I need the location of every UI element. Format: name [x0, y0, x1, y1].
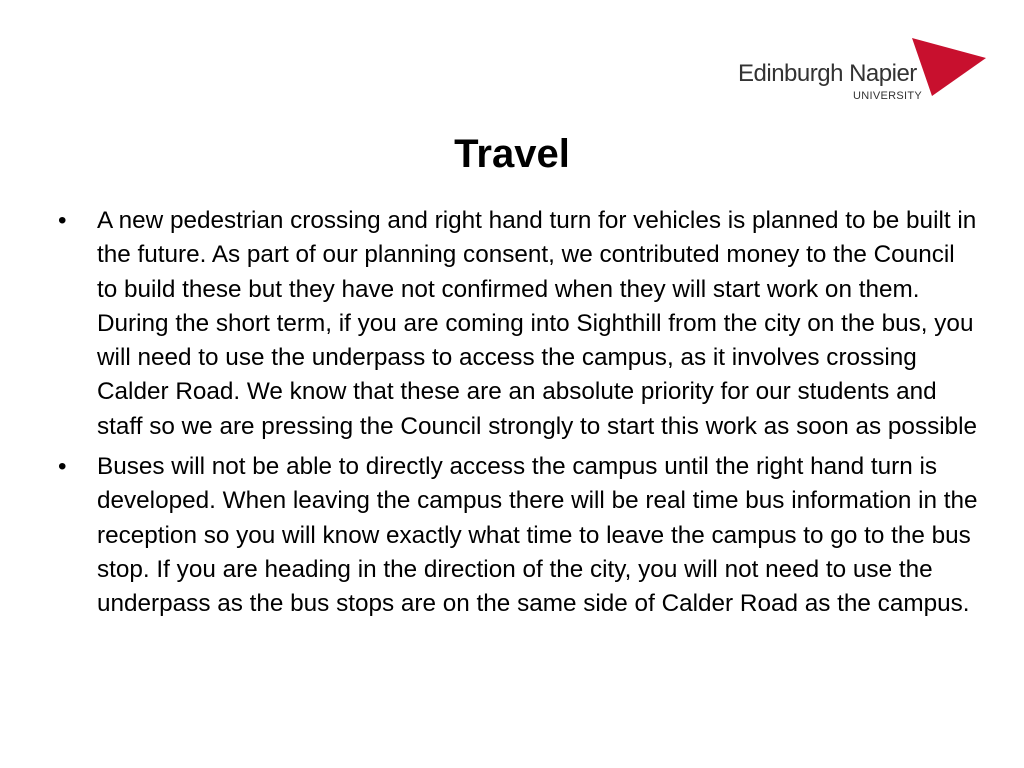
logo-subtitle: UNIVERSITY: [853, 90, 923, 102]
bullet-item: [55, 204, 980, 444]
bullet-text: Buses will not be able to directly access the campus until the right hand turn is developed. When leaving the campus there will be real time bus information in the reception so you will know exactly what time to leave the campus to go to the bus stop. If you are heading in the direction of the city, you will not need to use the underpass as the bus stops are on the same side of Calder Road as the campus.: [97, 453, 978, 618]
bullet-text: A new pedestrian crossing and right hand turn for vehicles is planned to be built in the future. As part of our planning consent, we contributed money to the Council to build these but they have not confirmed when they will start work on them. During the short term, if you are coming into Sighthill from the city on the bus, you will need to use the underpass to access the campus, as it involves crossing Calder Road. We know that these are an absolute priority for our students and staff so we are pressing the Council strongly to start this work as soon as possible: [97, 207, 978, 440]
bullet-icon: •: [58, 453, 67, 481]
bullet-icon: •: [58, 207, 67, 234]
logo-name: Edinburgh Napier: [738, 60, 917, 87]
university-logo: [736, 38, 996, 108]
logo-arrow-icon: [912, 38, 988, 96]
bullet-item: [55, 450, 980, 621]
bullet-list: [55, 204, 980, 628]
slide-title: Travel: [454, 132, 570, 176]
